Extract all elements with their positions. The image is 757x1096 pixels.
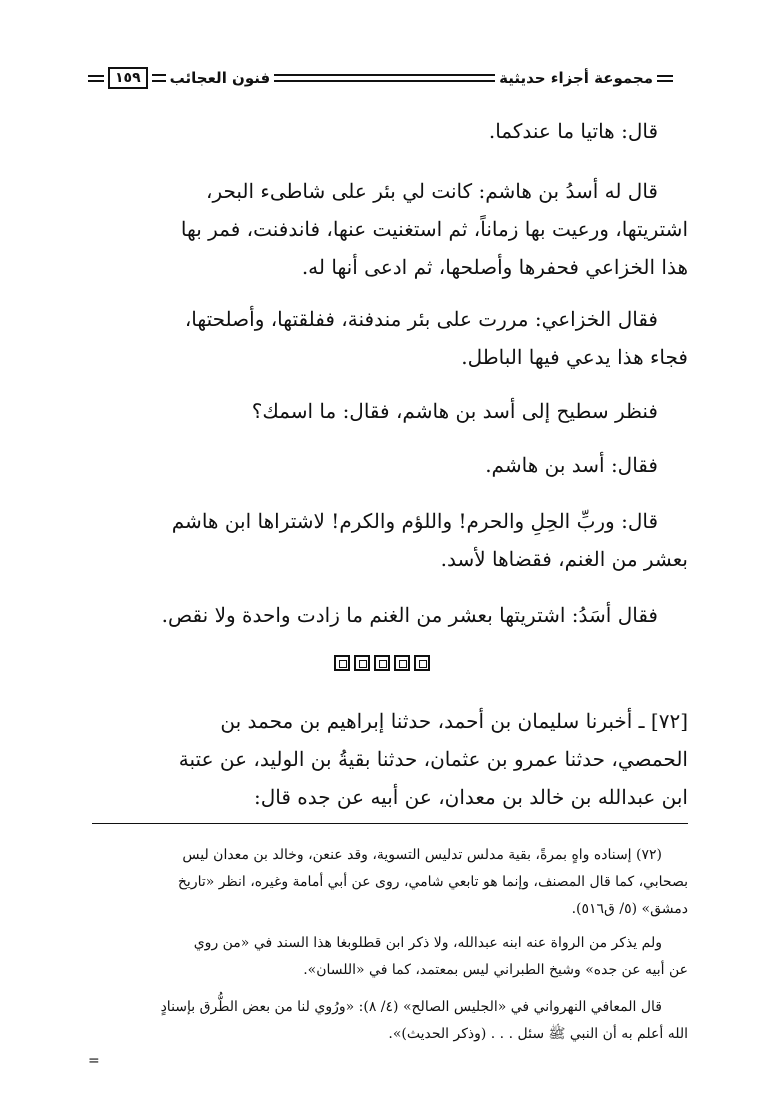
- text-line: ابن عبدالله بن خالد بن معدان، عن أبيه عن جده قال:: [253, 785, 688, 809]
- page-number: ١٥٩: [108, 67, 148, 89]
- footnote-note-2: [92, 930, 688, 984]
- paragraph-2: [92, 172, 688, 286]
- header-ornament-left: [88, 75, 104, 82]
- ornament-square: [334, 655, 350, 671]
- footnote-line: ولم يذكر من الرواة عنه ابنه عبدالله، ولا ذكر ابن قطلوبغا هذا السند في «من روي: [193, 935, 662, 951]
- footnote-72: [92, 842, 688, 923]
- ornament-square: [374, 655, 390, 671]
- running-header: [88, 66, 673, 90]
- footnote-line: دمشق» (٥/ ق٥١٦).: [571, 901, 688, 917]
- header-rule-right: [274, 74, 495, 82]
- paragraph-6: [92, 502, 688, 578]
- footnote-note-3: [92, 994, 688, 1048]
- footnote-line: الله أعلم به أن النبي ﷺ سئل . . . (وذكر الحديث)».: [388, 1026, 688, 1042]
- text-line: قال: وربِّ الحِلِ والحرم! واللؤم والكرم! لاشتراها ابن هاشم: [171, 509, 658, 533]
- paragraph-1: [92, 112, 688, 150]
- header-book-title: مجموعة أجزاء حديثية: [499, 69, 653, 87]
- header-section-title: فنون العجائب: [169, 69, 271, 87]
- header-rule-left: [152, 74, 166, 82]
- ornament-square: [354, 655, 370, 671]
- paragraph-5: [92, 446, 688, 484]
- text-line: فجاء هذا يدعي فيها الباطل.: [461, 345, 688, 369]
- text-line: قال له أسدُ بن هاشم: كانت لي بئر على شاطىء البحر،: [205, 179, 658, 203]
- footnote-line: بصحابي، كما قال المصنف، وإنما هو تابعي شامي، روى عن أبي أمامة وغيره، انظر «تاريخ: [177, 874, 688, 890]
- footnote-separator: [92, 823, 688, 824]
- section-divider-ornament: [332, 655, 432, 673]
- text-line: فنظر سطيح إلى أسد بن هاشم، فقال: ما اسمك؟: [251, 399, 658, 423]
- paragraph-hadith-72: [92, 702, 688, 816]
- text-line: الحمصي، حدثنا عمرو بن عثمان، حدثنا بقيةُ بن الوليد، عن عتبة: [178, 747, 688, 771]
- ornament-square: [394, 655, 410, 671]
- text-line: [٧٢] ـ أخبرنا سليمان بن أحمد، حدثنا إبراهيم بن محمد بن: [220, 709, 688, 733]
- text-line: قال: هاتيا ما عندكما.: [488, 119, 658, 143]
- text-line: هذا الخزاعي فحفرها وأصلحها، ثم ادعى أنها له.: [301, 255, 688, 279]
- header-ornament-right: [657, 75, 673, 82]
- continuation-mark: =: [88, 1053, 100, 1069]
- text-line: اشتريتها، ورعيت بها زماناً، ثم استغنيت عنها، فاندفنت، فمر بها: [180, 217, 688, 241]
- text-line: فقال أسَدُ: اشتريتها بعشر من الغنم ما زادت واحدة ولا نقص.: [161, 603, 658, 627]
- ornament-square: [414, 655, 430, 671]
- text-line: بعشر من الغنم، فقضاها لأسد.: [440, 547, 688, 571]
- text-line: فقال الخزاعي: مررت على بئر مندفنة، ففلقتها، وأصلحتها،: [184, 307, 658, 331]
- footnote-line: قال المعافي النهرواني في «الجليس الصالح» (٤/ ٨): «ورُوي لنا من بعض الطُّرق بإسنادٍ: [160, 999, 662, 1015]
- paragraph-7: [92, 596, 688, 634]
- paragraph-3: [92, 300, 688, 376]
- text-line: فقال: أسد بن هاشم.: [485, 453, 658, 477]
- footnote-line: عن أبيه عن جده» وشيخ الطبراني ليس بمعتمد، كما في «اللسان».: [303, 962, 688, 978]
- footnote-line: (٧٢) إسناده واهٍ بمرةً، بقية مدلس تدليس التسوية، وقد عنعن، وخالد بن معدان ليس: [182, 847, 662, 863]
- paragraph-4: [92, 392, 688, 430]
